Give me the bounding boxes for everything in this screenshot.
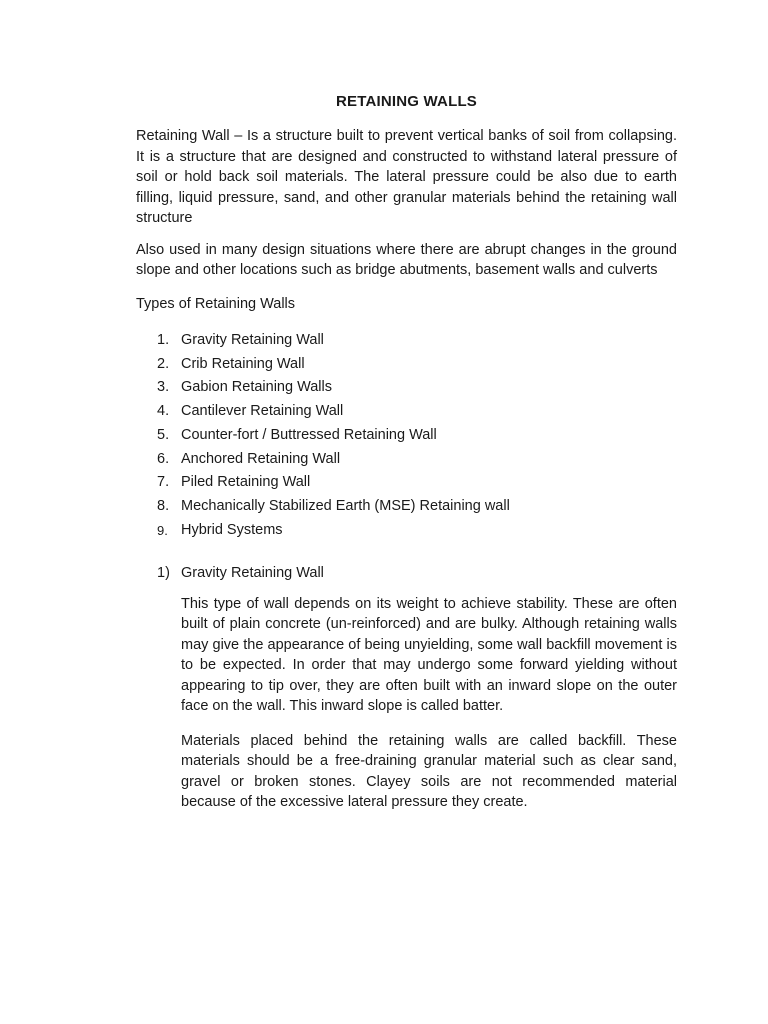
section-paragraph: Materials placed behind the retaining walls are called backfill. These materials should be a free-draining granular material such as clear sand, gravel or broken stones. Clayey soils are not recommended material because of the excessive lateral pressure they create. <box>181 732 677 811</box>
list-item-label: Gabion Retaining Walls <box>181 379 332 396</box>
section-number: 1) <box>157 565 170 582</box>
list-item <box>136 329 677 353</box>
list-number: 6. <box>157 450 170 467</box>
list-item <box>136 448 677 472</box>
section-paragraph: This type of wall depends on its weight to achieve stability. These are often built of plain concrete (un-reinforced) and are bulky. Although retaining walls may give the appearance of being unyielding, some wall backfill movement is to be expected. In order that may undergo some forward yielding without appearing to tip over, they are often built with an inward slope on the outer face on the wall. This inward slope is called batter. <box>181 595 677 715</box>
list-item-label: Counter-fort / Buttressed Retaining Wall <box>181 426 437 443</box>
list-item <box>136 471 677 495</box>
list-item-label: Hybrid Systems <box>181 521 283 538</box>
list-number: 5. <box>157 426 170 443</box>
list-item-label: Cantilever Retaining Wall <box>181 403 344 420</box>
document-title: RETAINING WALLS <box>335 93 478 110</box>
usage-paragraph: Also used in many design situations where there are abrupt changes in the ground slope and other locations such as bridge abutments, basement walls and culverts <box>136 241 677 278</box>
list-item-label: Crib Retaining Wall <box>181 355 305 372</box>
list-number: 3. <box>157 379 170 396</box>
list-number: 9. <box>157 522 168 538</box>
list-number: 4. <box>157 403 170 420</box>
list-number: 8. <box>157 497 170 514</box>
list-item <box>136 376 677 400</box>
list-item-label: Mechanically Stabilized Earth (MSE) Retaining wall <box>181 497 510 514</box>
document-page <box>136 92 677 824</box>
section-body <box>181 594 677 813</box>
list-item <box>136 519 677 544</box>
list-item <box>136 400 677 424</box>
list-number: 2. <box>157 355 170 372</box>
list-item-label: Piled Retaining Wall <box>181 474 311 491</box>
section-title: Gravity Retaining Wall <box>181 565 324 582</box>
section-heading <box>136 563 677 584</box>
list-number: 7. <box>157 474 170 491</box>
list-item <box>136 353 677 377</box>
types-list <box>136 329 677 543</box>
list-number: 1. <box>157 332 170 348</box>
list-item <box>136 424 677 448</box>
intro-paragraph: Retaining Wall – Is a structure built to prevent vertical banks of soil from collapsing. It is a structure that are designed and constructed to withstand lateral pressure of soil or hold back soil materials. The lateral pressure could be also due to earth filling, liquid pressure, sand, and other granular materials behind the retaining wall structure <box>136 128 677 226</box>
types-heading: Types of Retaining Walls <box>136 295 296 312</box>
list-item-label: Anchored Retaining Wall <box>181 450 341 467</box>
list-item-label: Gravity Retaining Wall <box>181 332 324 348</box>
list-item <box>136 495 677 519</box>
